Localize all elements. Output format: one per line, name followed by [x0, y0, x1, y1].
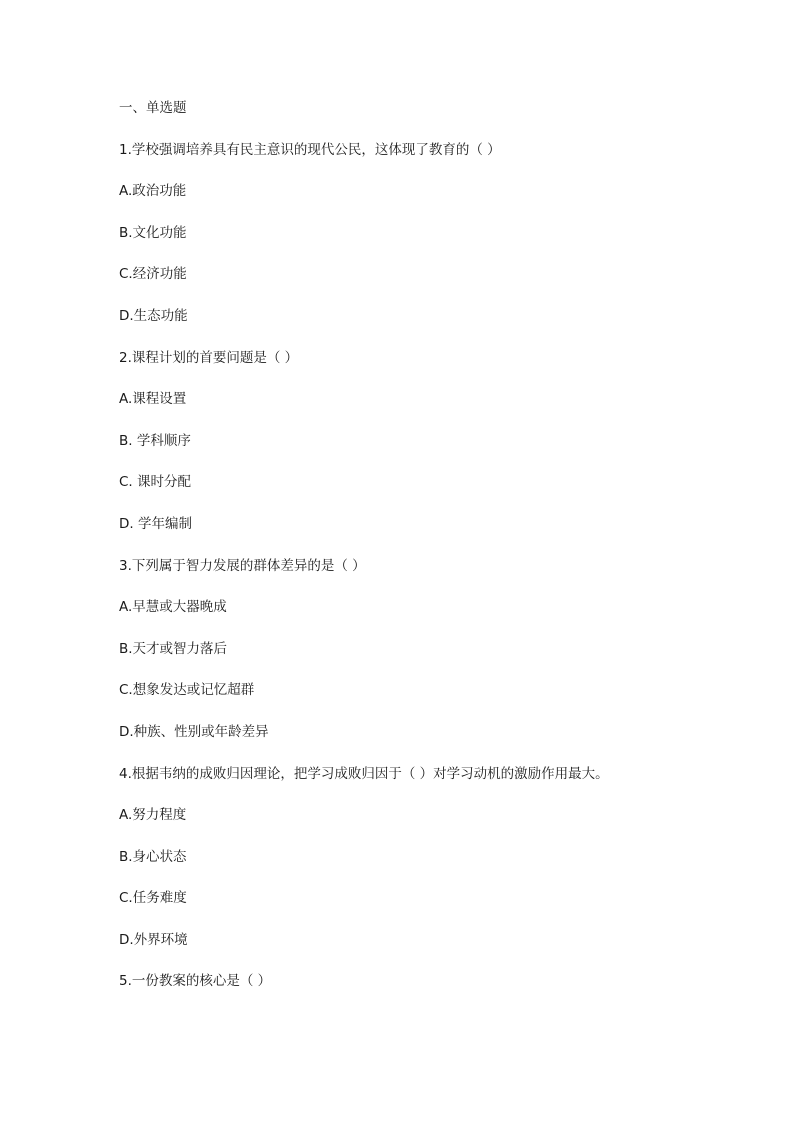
question-stem: 3.下列属于智力发展的群体差异的是（ ） [119, 557, 366, 574]
option-d: D.外界环境 [119, 931, 188, 948]
option-a: A.早慧或大器晚成 [119, 599, 227, 616]
option-a: A.政治功能 [119, 183, 187, 200]
question-stem: 2.课程计划的首要问题是（ ） [119, 349, 299, 366]
section-title: 一、单选题 [119, 100, 187, 116]
option-b: B.身心状态 [119, 848, 187, 865]
question-stem: 1.学校强调培养具有民主意识的现代公民，这体现了教育的（ ） [119, 141, 501, 158]
option-c: C. 课时分配 [119, 474, 192, 491]
option-c: C.经济功能 [119, 266, 187, 283]
option-a: A.课程设置 [119, 391, 187, 408]
option-c: C.想象发达或记忆超群 [119, 682, 255, 699]
option-b: B.文化功能 [119, 224, 187, 241]
option-b: B. 学科顺序 [119, 432, 191, 449]
option-d: D.种族、性别或年龄差异 [119, 723, 269, 740]
question-stem: 5.一份教案的核心是（ ） [119, 973, 272, 990]
question-stem: 4.根据韦纳的成败归因理论，把学习成败归因于（ ）对学习动机的激励作用最大。 [119, 765, 609, 782]
question-list [119, 99, 739, 1014]
option-d: D.生态功能 [119, 307, 188, 324]
option-a: A.努力程度 [119, 807, 187, 824]
option-b: B.天才或智力落后 [119, 640, 228, 657]
option-c: C.任务难度 [119, 890, 187, 907]
option-d: D. 学年编制 [119, 515, 192, 532]
